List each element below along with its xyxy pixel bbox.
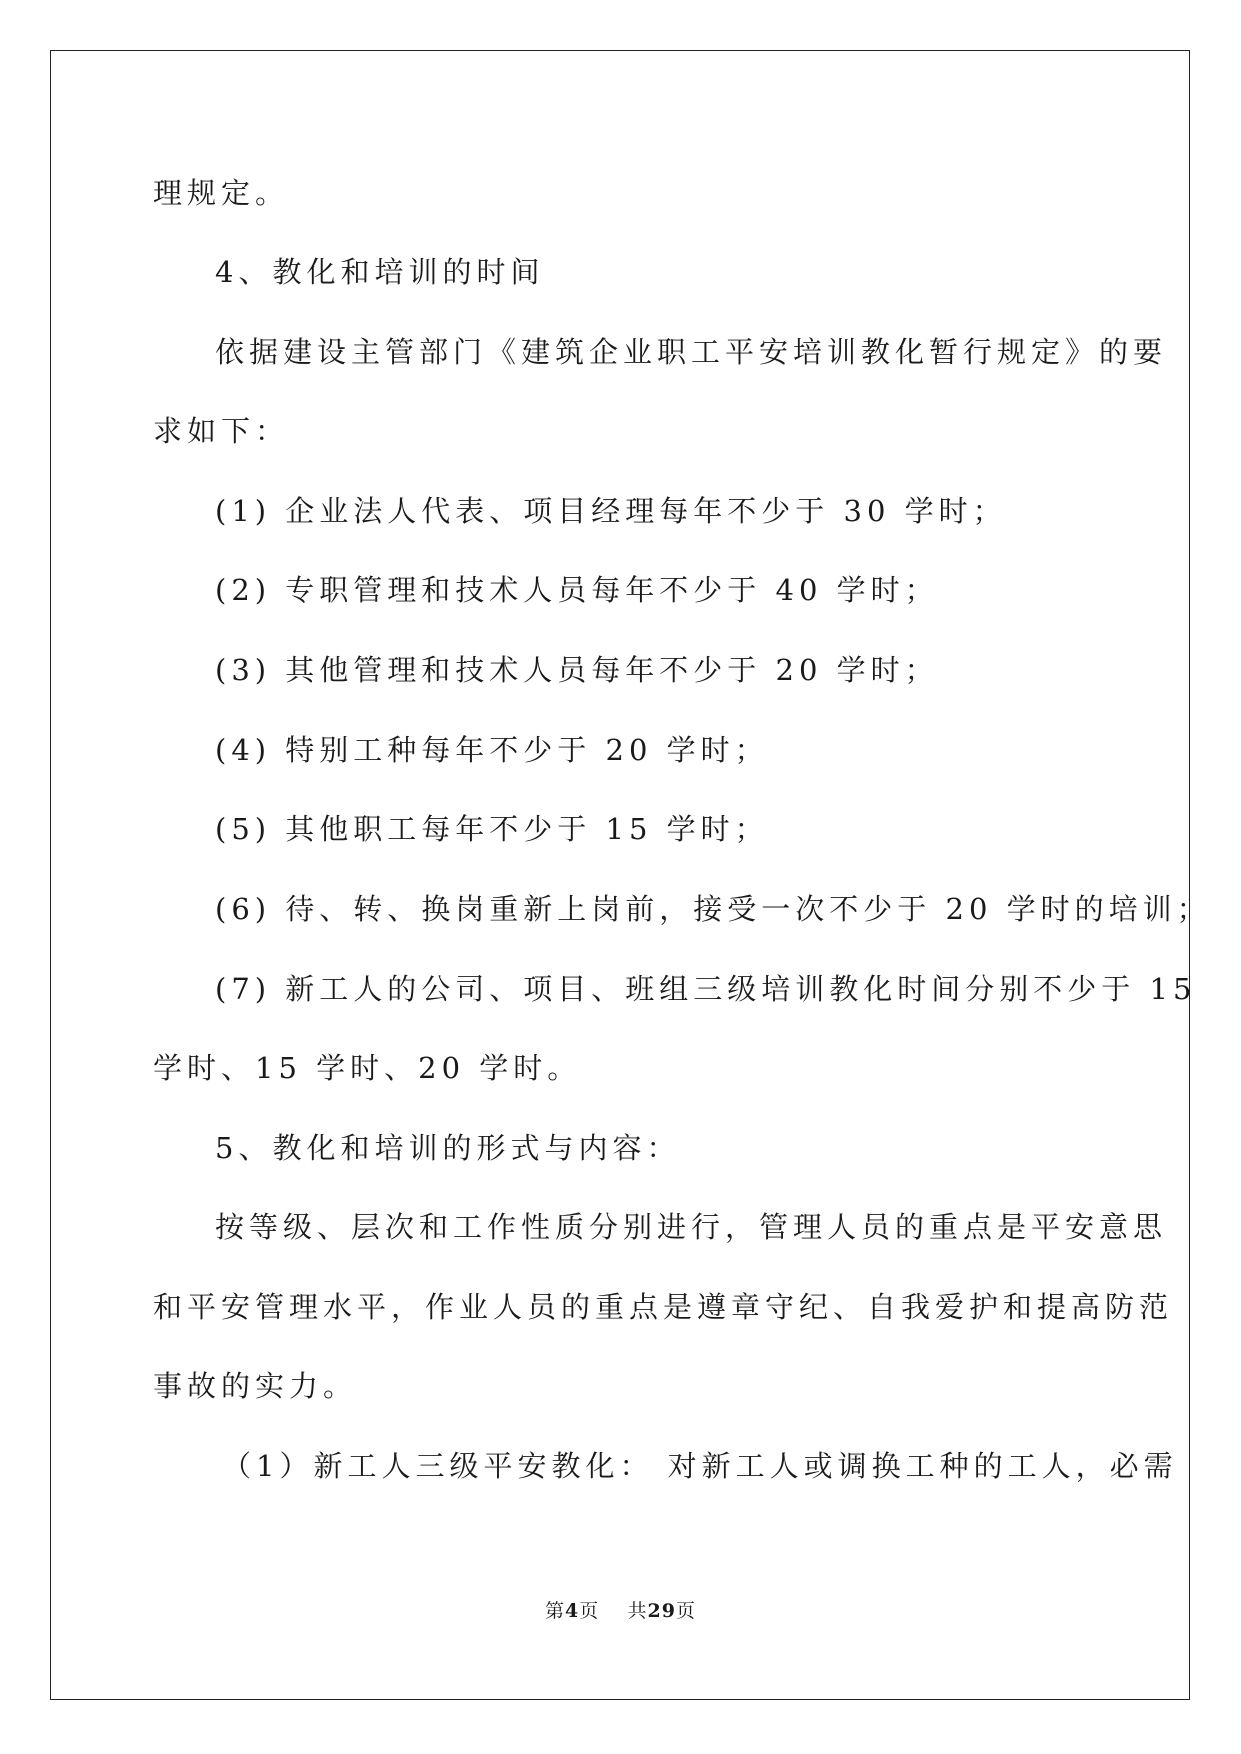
paragraph-line: （1）新工人三级平安教化： 对新工人或调换工种的工人，必需 xyxy=(222,1449,1178,1483)
list-item: (3) 其他管理和技术人员每年不少于 20 学时； xyxy=(215,653,939,687)
section-heading: 5、教化和培训的形式与内容： xyxy=(215,1131,681,1165)
paragraph-line: 求如下： xyxy=(153,414,290,448)
page-prefix: 第 xyxy=(545,1600,566,1622)
list-item: (5) 其他职工每年不少于 15 学时； xyxy=(215,812,769,846)
page-suffix: 页 xyxy=(579,1600,600,1622)
paragraph-line: 和平安管理水平，作业人员的重点是遵章守纪、自我爱护和提高防范 xyxy=(153,1290,1174,1324)
paragraph-line: 按等级、层次和工作性质分别进行，管理人员的重点是平安意思 xyxy=(215,1210,1168,1244)
list-item: (7) 新工人的公司、项目、班组三级培训教化时间分别不少于 15 xyxy=(215,972,1197,1006)
page-footer xyxy=(0,1596,1241,1623)
section-heading: 4、教化和培训的时间 xyxy=(215,255,545,289)
list-item: (1) 企业法人代表、项目经理每年不少于 30 学时； xyxy=(215,494,1007,528)
list-item: (6) 待、转、换岗重新上岗前，接受一次不少于 20 学时的培训； xyxy=(215,892,1211,926)
paragraph-line: 事故的实力。 xyxy=(153,1369,358,1403)
paragraph-line: 依据建设主管部门《建筑企业职工平安培训教化暂行规定》的要 xyxy=(215,335,1168,369)
total-prefix: 共 xyxy=(627,1600,648,1622)
list-item: (4) 特别工种每年不少于 20 学时； xyxy=(215,733,769,767)
paragraph-line: 理规定。 xyxy=(153,176,290,210)
paragraph-line: 学时、15 学时、20 学时。 xyxy=(153,1051,582,1085)
list-item: (2) 专职管理和技术人员每年不少于 40 学时； xyxy=(215,573,939,607)
page-number: 4 xyxy=(565,1600,580,1622)
total-suffix: 页 xyxy=(675,1600,696,1622)
total-pages: 29 xyxy=(647,1600,676,1622)
